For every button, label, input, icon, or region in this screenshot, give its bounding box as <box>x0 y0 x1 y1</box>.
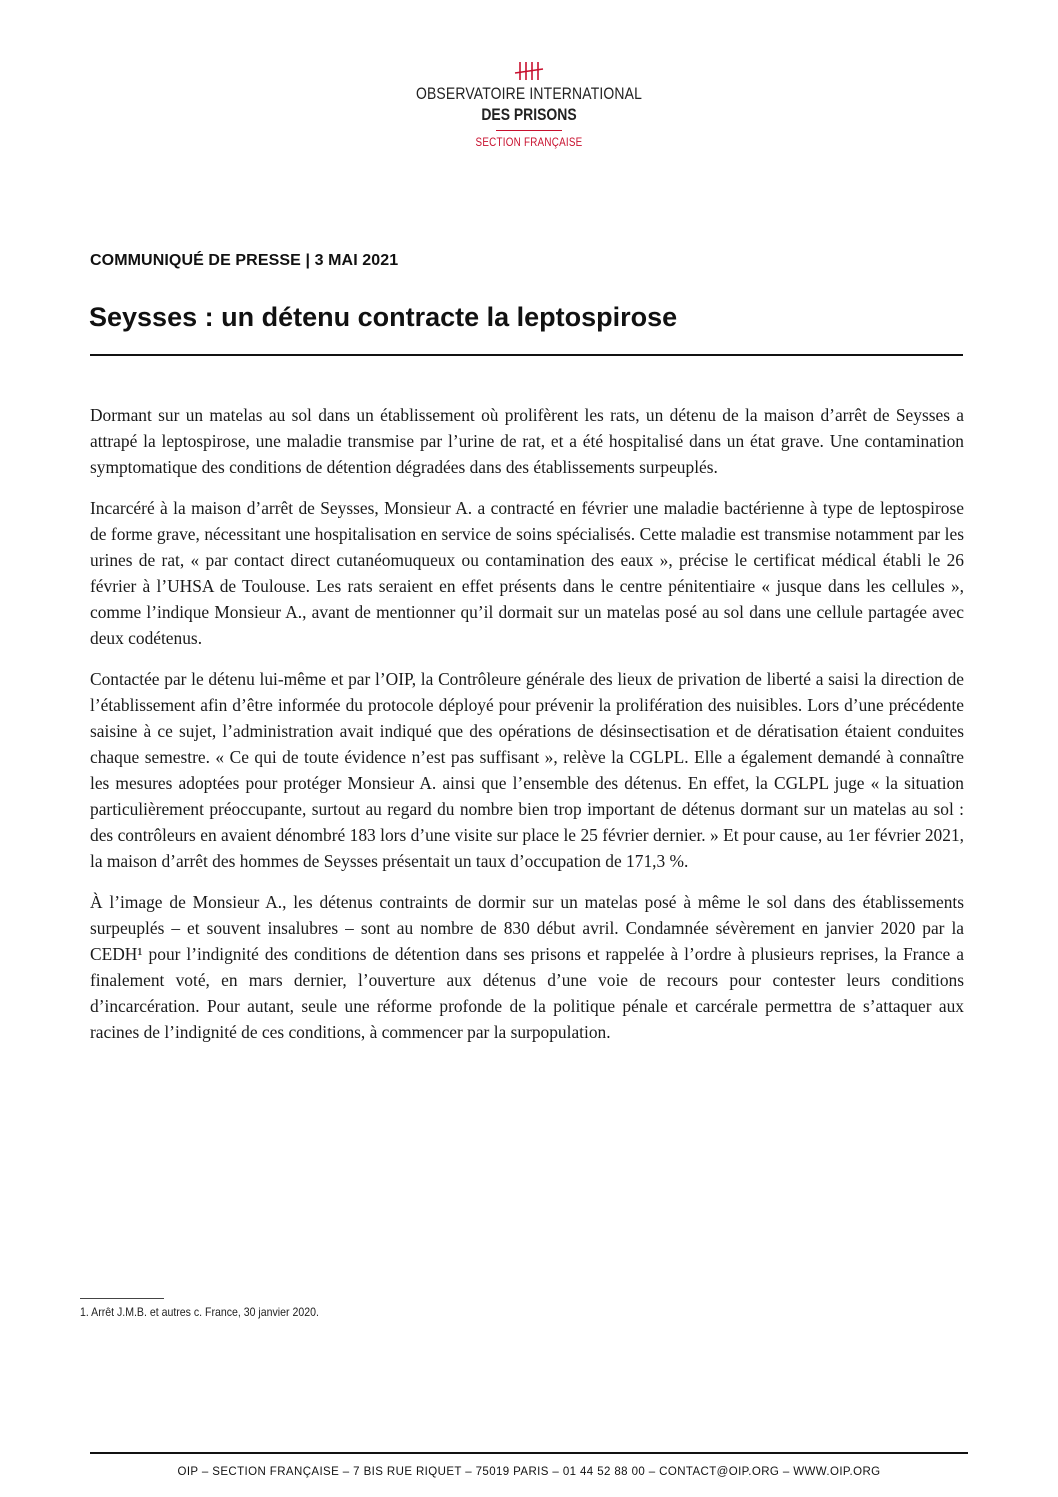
footnote-divider <box>80 1298 164 1299</box>
paragraph-4: À l’image de Monsieur A., les détenus contraints de dormir sur un matelas posé à même le sol dans des établissements surpeuplés – et souvent insalubres – sont au nombre de 830 début avril. Condamnée sévèrement en janvier 2020 par la CEDH¹ pour l’indignité des conditions de détention dans ses prisons et rappelée à l’ordre à plusieurs reprises, la France a finalement voté, en mars dernier, l’ouverture aux détenus d’une voie de recours pour contester leurs conditions d’incarcération. Pour autant, seule une réforme profonde de la politique pénale et carcérale permettra de s’attaquer aux racines de l’indignité de ces conditions, à commencer par la surpopulation. <box>90 892 964 1042</box>
footnote: 1. Arrêt J.M.B. et autres c. France, 30 janvier 2020. <box>80 1305 319 1319</box>
logo-divider <box>496 130 562 131</box>
footer-divider <box>90 1452 968 1454</box>
tally-bars-icon <box>512 60 546 82</box>
paragraph-3: Contactée par le détenu lui-même et par l’OIP, la Contrôleure générale des lieux de privation de liberté a saisi la direction de l’établissement afin d’être informée du protocole déployé pour prévenir la prolifération des nuisibles. Lors d’une précédente saisine à ce sujet, l’administration avait indiqué que des opérations de désinsectisation et de dératisation étaient conduites chaque semestre. « Ce qui de toute évidence n’est pas suffisant », relève la CGLPL. Elle a également demandé à connaître les mesures adoptées pour protéger Monsieur A. ainsi que l’ensemble des détenus. En effet, la CGLPL juge « la situation particulièrement préoccupante, surtout au regard du nombre bien trop important de détenus dormant sur un matelas au sol : des contrôleurs en avaient dénombré 183 lors d’une visite sur place le 25 février dernier. » Et pour cause, au 1er février 2021, la maison d’arrêt des hommes de Seysses présentait un taux d’occupation de 171,3 %. <box>90 669 964 871</box>
oip-logo <box>0 60 1058 149</box>
page-title: Seysses : un détenu contracte la leptospirose <box>89 302 678 332</box>
article-body <box>90 402 964 1060</box>
paragraph-1: Dormant sur un matelas au sol dans un établissement où prolifèrent les rats, un détenu de la maison d’arrêt de Seysses a attrapé la leptospirose, une maladie transmise par l’urine de rat, et a été hospitalisé dans un état grave. Une contamination symptomatique des conditions de détention dégradées dans des établissements surpeuplés. <box>90 405 964 477</box>
page-footer: OIP – SECTION FRANÇAISE – 7 BIS RUE RIQUET – 75019 PARIS – 01 44 52 88 00 – CONTACT@OIP.ORG – WWW.OIP.ORG <box>177 1466 881 1478</box>
press-release-kicker: COMMUNIQUÉ DE PRESSE | 3 MAI 2021 <box>90 252 399 269</box>
paragraph-2: Incarcéré à la maison d’arrêt de Seysses, Monsieur A. a contracté en février une maladie bactérienne à type de leptospirose de forme grave, nécessitant une hospitalisation en service de soins spécialisés. Cette maladie est transmise notamment par les urines de rat, « par contact direct cutanéomuqueux ou contamination des eaux », précise le certificat médical établi le 26 février à l’UHSA de Toulouse. Les rats seraient en effet présents dans le centre pénitentiaire « jusque dans les cellules », comme l’indique Monsieur A., avant de mentionner qu’il dormait sur un matelas posé au sol dans une cellule partagée avec deux codétenus. <box>90 498 964 648</box>
title-divider <box>90 354 963 356</box>
logo-line-observatoire: OBSERVATOIRE INTERNATIONAL <box>415 84 643 103</box>
logo-line-des-prisons: DES PRISONS <box>481 105 577 124</box>
logo-line-section: SECTION FRANÇAISE <box>475 135 583 149</box>
